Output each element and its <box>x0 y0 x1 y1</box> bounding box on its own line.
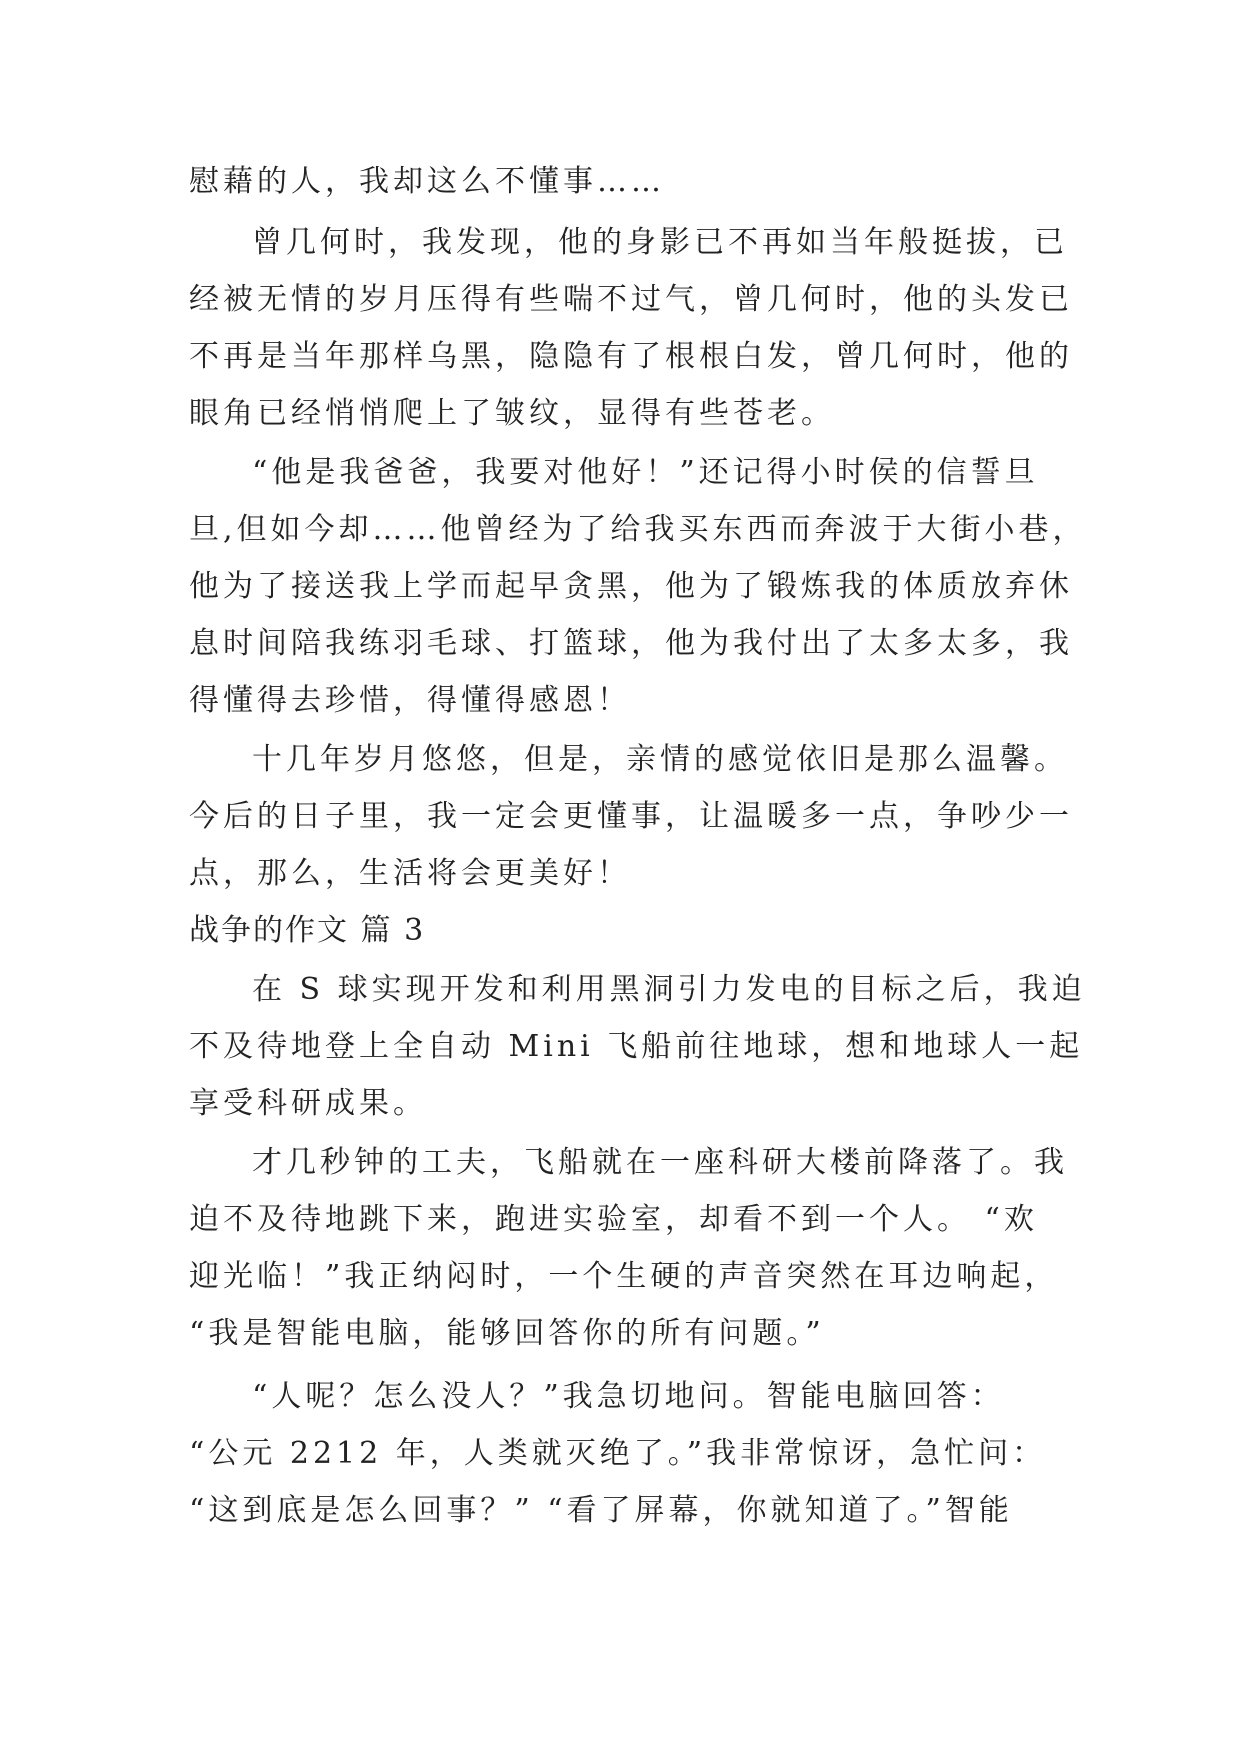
text-line: “这到底是怎么回事？” “看了屏幕，你就知道了。”智能 <box>189 1493 1013 1528</box>
text-line: 旦,但如今却……他曾经为了给我买东西而奔波于大街小巷， <box>189 512 1087 547</box>
section-heading: 战争的作文 篇 3 <box>189 913 426 948</box>
text-line: 今后的日子里，我一定会更懂事，让温暖多一点，争吵少一 <box>189 799 1073 834</box>
text-line: “我是智能电脑，能够回答你的所有问题。” <box>189 1316 825 1351</box>
text-line: 眼角已经悄悄爬上了皱纹，显得有些苍老。 <box>189 396 835 431</box>
text-line: 迫不及待地跳下来，跑进实验室，却看不到一个人。 “欢 <box>189 1202 1038 1237</box>
text-line: “人呢？怎么没人？”我急切地问。智能电脑回答： <box>252 1379 1005 1414</box>
text-line: 他为了接送我上学而起早贪黑，他为了锻炼我的体质放弃休 <box>189 569 1073 604</box>
text-line: 点，那么，生活将会更美好！ <box>189 856 631 891</box>
text-line: 在 S 球实现开发和利用黑洞引力发电的目标之后，我迫 <box>252 972 1086 1007</box>
text-line: “他是我爸爸，我要对他好！”还记得小时侯的信誓旦 <box>252 455 1039 490</box>
text-line: 不及待地登上全自动 Mini 飞船前往地球，想和地球人一起 <box>189 1029 1084 1064</box>
text-line: 才几秒钟的工夫，飞船就在一座科研大楼前降落了。我 <box>252 1145 1068 1180</box>
text-line: 慰藉的人，我却这么不懂事…… <box>189 164 665 199</box>
text-line: 曾几何时，我发现，他的身影已不再如当年般挺拔，已 <box>252 225 1068 260</box>
text-line: 十几年岁月悠悠，但是，亲情的感觉依旧是那么温馨。 <box>252 742 1068 777</box>
text-line: 得懂得去珍惜，得懂得感恩！ <box>189 683 631 718</box>
text-line: 息时间陪我练羽毛球、打篮球，他为我付出了太多太多，我 <box>189 626 1073 661</box>
text-line: 迎光临！”我正纳闷时，一个生硬的声音突然在耳边响起， <box>189 1259 1059 1294</box>
text-line: 不再是当年那样乌黑，隐隐有了根根白发，曾几何时，他的 <box>189 339 1073 374</box>
text-line: 经被无情的岁月压得有些喘不过气，曾几何时，他的头发已 <box>189 282 1073 317</box>
text-line: “公元 2212 年，人类就灭绝了。”我非常惊讶，急忙问： <box>189 1436 1047 1471</box>
text-line: 享受科研成果。 <box>189 1086 427 1121</box>
